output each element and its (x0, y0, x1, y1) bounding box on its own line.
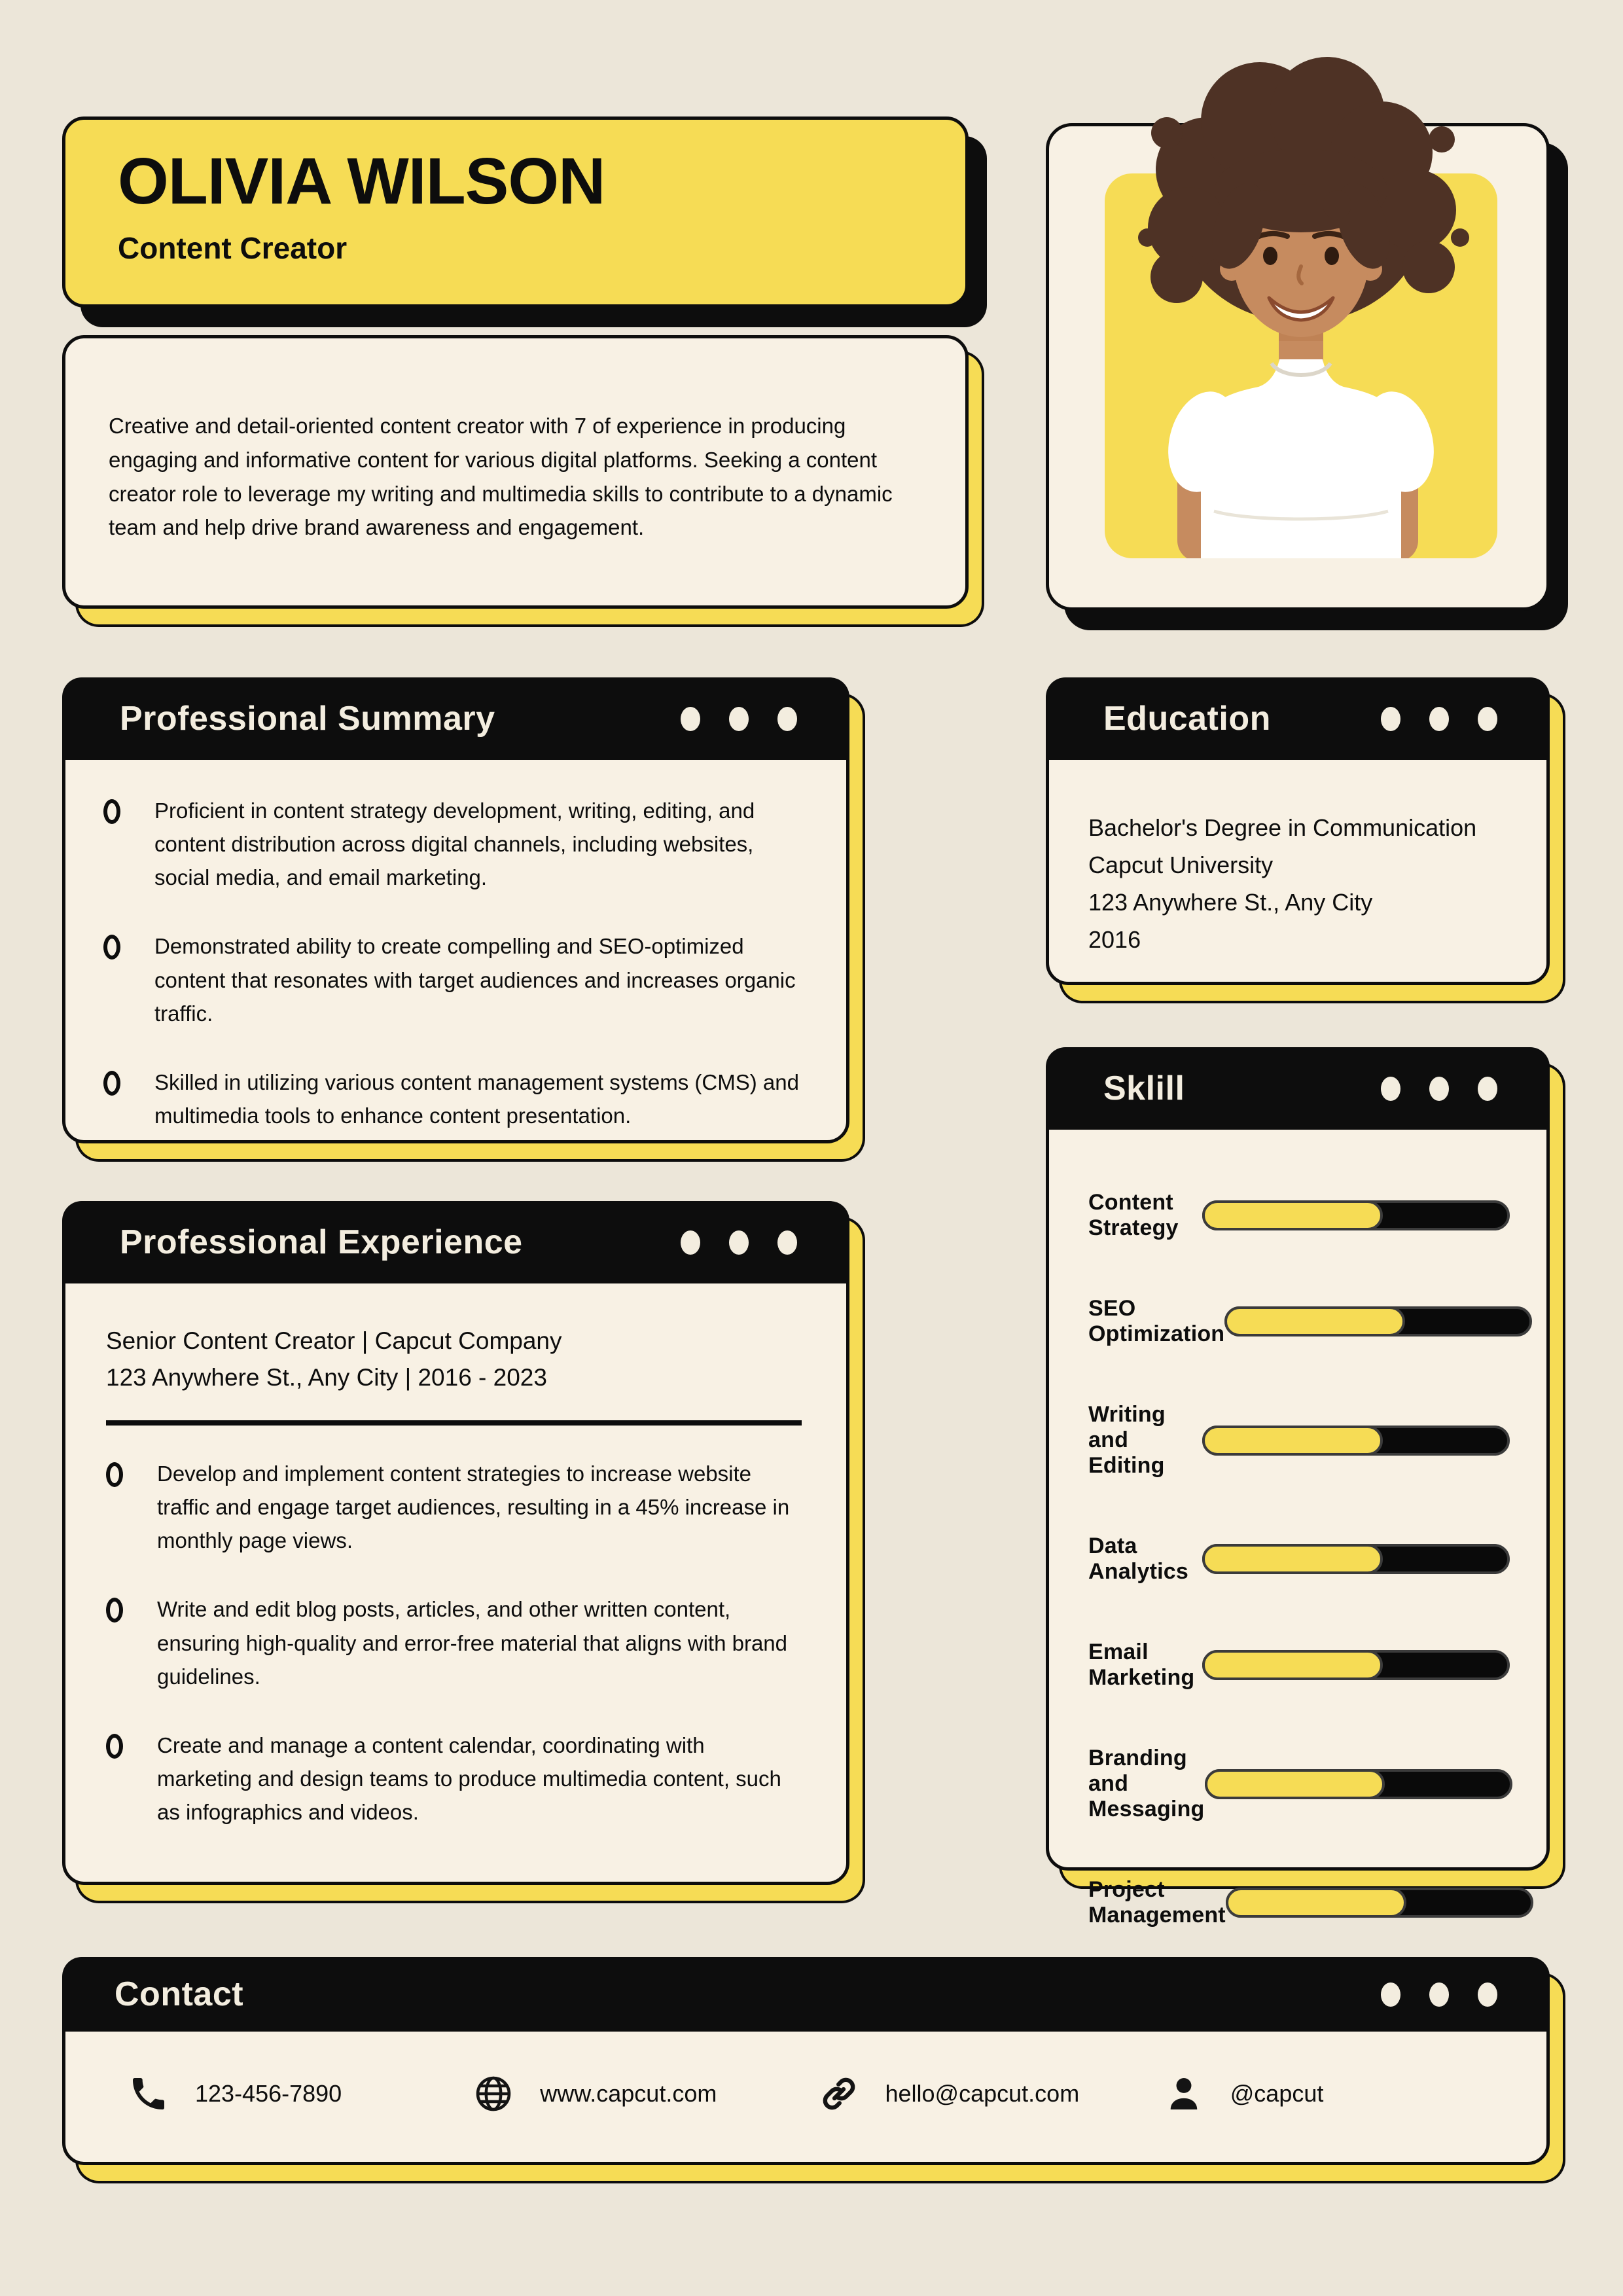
window-titlebar (1046, 1047, 1550, 1130)
contact-card (62, 1957, 1550, 2165)
skill-progress-fill (1224, 1306, 1405, 1336)
contact-text: hello@capcut.com (885, 2080, 1080, 2107)
intro-text: Creative and detail-oriented content creator with 7 of experience in producing engaging and informative content for various digital platforms. Seeking a content creator role to leverage my writing and multimedia skills to contribute to a dynamic team and help drive brand awareness and engagement. (109, 414, 893, 540)
skills-list (1049, 1130, 1546, 1928)
skill-progress-bar (1202, 1200, 1510, 1230)
profile-photo (1049, 41, 1546, 611)
link-icon (817, 2072, 861, 2115)
window-dots-icon (1381, 1077, 1497, 1101)
window-dots-icon (681, 1230, 797, 1255)
education-line: 123 Anywhere St., Any City (1088, 888, 1373, 916)
skills-card (1046, 1047, 1550, 1928)
user-icon (1162, 2072, 1205, 2115)
section-title: Professional Experience (120, 1223, 523, 1261)
skill-label: Project Management (1088, 1877, 1226, 1928)
window-titlebar (62, 677, 849, 760)
section-title: Contact (115, 1975, 244, 2013)
person-role: Content Creator (118, 231, 348, 265)
education-card (1046, 677, 1550, 985)
job-meta-line: 123 Anywhere St., Any City | 2016 - 2023 (106, 1363, 547, 1391)
section-title: Sklill (1103, 1069, 1185, 1107)
window-titlebar (62, 1957, 1550, 2032)
skill-label: Writing and Editing (1088, 1402, 1166, 1478)
skill-progress-fill (1205, 1769, 1385, 1799)
skill-progress-bar (1226, 1888, 1533, 1918)
section-title: Professional Summary (120, 700, 495, 738)
skill-progress-bar (1202, 1544, 1510, 1574)
skill-row (1088, 1746, 1510, 1822)
contact-items (65, 2032, 1546, 2156)
experience-body (65, 1283, 846, 1829)
skill-row (1088, 1402, 1510, 1479)
contact-item (127, 2072, 472, 2115)
contact-text: www.capcut.com (540, 2080, 717, 2107)
bullet-circle-icon (106, 1462, 123, 1487)
bullet-circle-icon (106, 1598, 123, 1623)
intro-card (62, 335, 969, 609)
photo-card (1046, 123, 1550, 611)
bullet-text: Develop and implement content strategies to increase website traffic and engage target audiences, resulting in a 45% increase in monthly page views. (157, 1462, 790, 1553)
bullet-text: Create and manage a content calendar, coordinating with marketing and design teams to produce multimedia content, such as infographics and videos. (157, 1732, 781, 1825)
skill-row (1088, 1534, 1510, 1585)
summary-bullet-list (65, 760, 846, 1132)
phone-icon (127, 2072, 170, 2115)
skill-progress-fill (1202, 1200, 1383, 1230)
bullet-circle-icon (103, 1071, 120, 1096)
window-dots-icon (1381, 1982, 1497, 2007)
window-dots-icon (1381, 707, 1497, 731)
education-line: Capcut University (1088, 851, 1274, 878)
skill-row (1088, 1877, 1510, 1928)
skill-progress-bar (1224, 1306, 1532, 1336)
list-item (106, 1457, 803, 1557)
bullet-circle-icon (103, 935, 120, 960)
skill-row (1088, 1640, 1510, 1691)
list-item (106, 1729, 803, 1829)
skill-label: Data Analytics (1088, 1534, 1188, 1584)
skill-progress-bar (1202, 1650, 1510, 1680)
list-item (106, 1592, 803, 1693)
name-banner (62, 117, 969, 308)
skill-progress-bar (1202, 1426, 1510, 1456)
skill-progress-fill (1226, 1888, 1406, 1918)
bullet-text: Demonstrated ability to create compelling and SEO-optimized content that resonates with target audiences and increases organic traffic. (154, 934, 796, 1026)
window-titlebar (62, 1201, 849, 1283)
bullet-text: Proficient in content strategy development, writing, editing, and content distribution across digital channels, including websites, social media, and email marketing. (154, 798, 755, 890)
list-item (103, 929, 803, 1030)
bullet-circle-icon (103, 799, 120, 824)
globe-icon (472, 2072, 515, 2115)
contact-item (817, 2072, 1162, 2115)
contact-item (472, 2072, 817, 2115)
skill-progress-fill (1202, 1426, 1383, 1456)
skill-progress-fill (1202, 1650, 1383, 1680)
bullet-circle-icon (106, 1734, 123, 1759)
window-dots-icon (681, 707, 797, 731)
skill-row (1088, 1296, 1510, 1347)
skill-label: SEO Optimization (1088, 1296, 1225, 1346)
contact-item (1162, 2072, 1507, 2115)
skill-progress-fill (1202, 1544, 1383, 1574)
window-titlebar (1046, 677, 1550, 760)
section-title: Education (1103, 700, 1271, 738)
skill-label: Content Strategy (1088, 1190, 1179, 1240)
divider (106, 1420, 802, 1426)
skill-progress-bar (1205, 1769, 1512, 1799)
job-title-line: Senior Content Creator | Capcut Company (106, 1327, 562, 1354)
contact-text: 123-456-7890 (195, 2080, 342, 2107)
list-item (103, 1066, 803, 1132)
professional-summary-card (62, 677, 849, 1143)
education-details (1049, 760, 1546, 959)
education-line: 2016 (1088, 925, 1141, 953)
bullet-text: Skilled in utilizing various content management systems (CMS) and multimedia tools to enhance content presentation. (154, 1069, 799, 1128)
skill-label: Email Marketing (1088, 1640, 1195, 1690)
contact-text: @capcut (1230, 2080, 1324, 2107)
skill-label: Branding and Messaging (1088, 1746, 1205, 1821)
skill-row (1088, 1190, 1510, 1241)
list-item (103, 794, 803, 894)
professional-experience-card (62, 1201, 849, 1885)
bullet-text: Write and edit blog posts, articles, and other written content, ensuring high-quality and error-free material that aligns with brand guidelines. (157, 1597, 788, 1689)
education-line: Bachelor's Degree in Communication (1088, 814, 1477, 841)
person-name: OLIVIA WILSON (118, 145, 605, 218)
experience-bullet-list (106, 1457, 803, 1829)
